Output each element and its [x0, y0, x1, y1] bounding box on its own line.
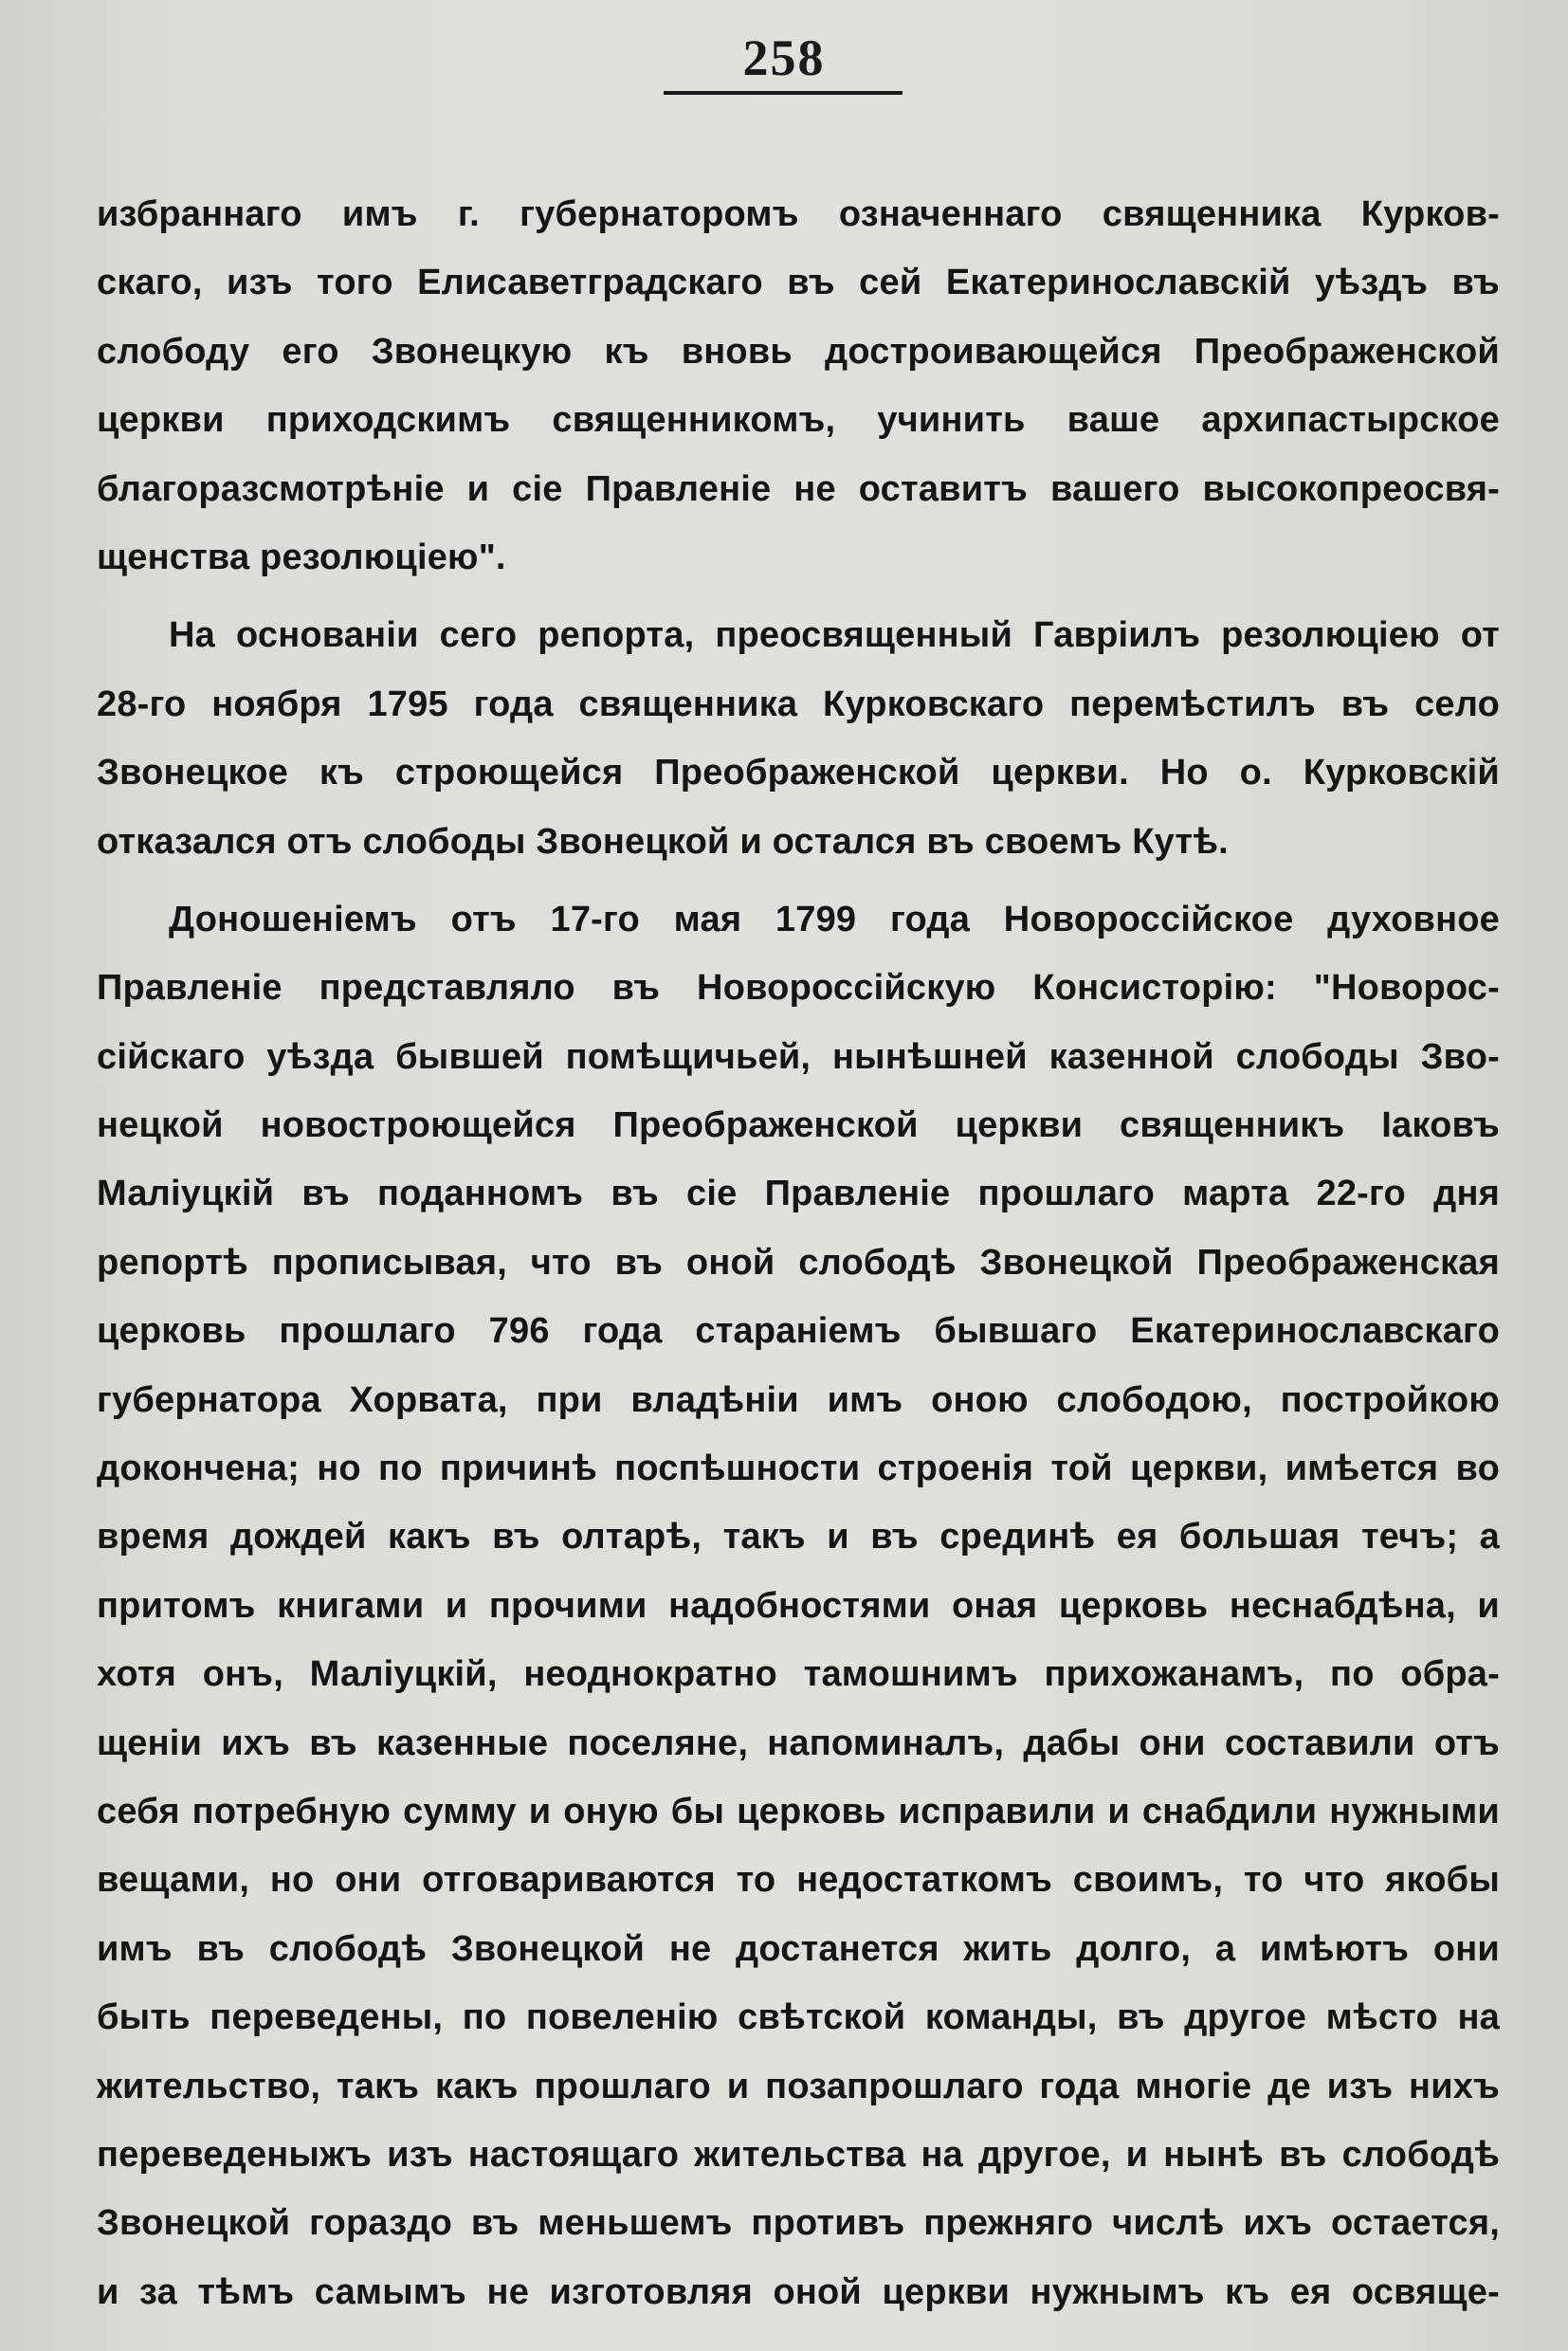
text-line: отказался отъ слободы Звонецкой и остался въ своемъ Кутѣ. [97, 821, 1229, 862]
text-line: щенства резолюціею". [97, 537, 506, 577]
text-line: быть переведены, по повеленію свѣтской команды, въ другое мѣсто на [97, 1997, 1500, 2038]
paragraph-first-line: Доношеніемъ отъ 17-го мая 1799 года Новороссійское духовное [169, 899, 1500, 939]
text-line: щеніи ихъ въ казенные поселяне, напоминалъ, дабы они составили отъ [97, 1722, 1500, 1763]
header-rule [664, 91, 903, 95]
text-line: слободу его Звонецкую къ вновь достроивающейся Преображенской [97, 331, 1500, 372]
page-number: 258 [742, 29, 826, 86]
text-line: переведеныжъ изъ настоящаго жительства на другое, и нынѣ въ слободѣ [97, 2134, 1500, 2175]
text-line: притомъ книгами и прочими надобностями оная церковь неснабдѣна, и [97, 1585, 1500, 1626]
text-line: хотя онъ, Маліуцкій, неоднократно тамошнимъ прихожанамъ, по обра- [97, 1654, 1500, 1695]
text-line: время дождей какъ въ олтарѣ, такъ и въ срединѣ ея большая течъ; а [97, 1517, 1500, 1558]
text-line: церковь прошлаго 796 года стараніемъ бывшаго Екатеринославскаго [97, 1311, 1500, 1352]
text-line: доконченa; но по причинѣ поспѣшности строенія той церкви, имѣется во [97, 1449, 1500, 1489]
text-line: сійскаго уѣзда бывшей помѣщичьей, нынѣшней казенной слободы Зво- [97, 1036, 1500, 1077]
text-line: себя потребную сумму и оную бы церковь исправили и снабдили нужными [97, 1791, 1500, 1832]
text-line: и за тѣмъ самымъ не изготовляя оной церкви нужнымъ къ ея освяще- [97, 2271, 1500, 2312]
text-line: губернатора Хорвата, при владѣніи имъ оною слободою, постройкою [97, 1379, 1500, 1420]
text-line: благоразсмотрѣніе и сіе Правленіе не оставитъ вашего высокопреосвя- [97, 468, 1500, 509]
body-text [97, 180, 1500, 2326]
text-line: Маліуцкій въ поданномъ въ сіе Правленіе прошлаго марта 22-го дня [97, 1174, 1500, 1214]
text-line: 28-го ноября 1795 года священника Курковскаго перемѣстилъ въ село [97, 683, 1500, 724]
text-line: Звонецкой гораздо въ меньшемъ противъ прежняго числѣ ихъ остается, [97, 2203, 1500, 2244]
text-line: репортѣ прописывая, что въ оной слободѣ Звонецкой Преображенская [97, 1242, 1500, 1283]
text-line: скаго, изъ того Елисаветградскаго въ сей Екатеринославскій уѣздъ въ [97, 263, 1500, 303]
paragraph-first-line: На основаніи сего репорта, преосвященный Гавріилъ резолюціею от [169, 615, 1500, 656]
text-line: избраннаго имъ г. губернаторомъ означеннаго священника Курков- [97, 194, 1500, 234]
text-line: жительство, такъ какъ прошлаго и позапрошлаго года многіе де изъ нихъ [97, 2066, 1500, 2106]
text-line: нецкой новостроющейся Преображенской церкви священникъ Іаковъ [97, 1105, 1500, 1146]
text-line: церкви приходскимъ священникомъ, учинить ваше архипастырское [97, 400, 1500, 441]
text-line: имъ въ слободѣ Звонецкой не достанется жить долго, а имѣютъ они [97, 1928, 1500, 1969]
text-line: вещами, но они отговариваются то недостаткомъ своимъ, то что якобы [97, 1860, 1500, 1901]
text-line: Звонецкое къ строющейся Преображенской церкви. Но о. Курковскій [97, 753, 1500, 793]
text-line: Правленіе представляло въ Новороссійскую Консисторію: "Новорос- [97, 968, 1500, 1009]
